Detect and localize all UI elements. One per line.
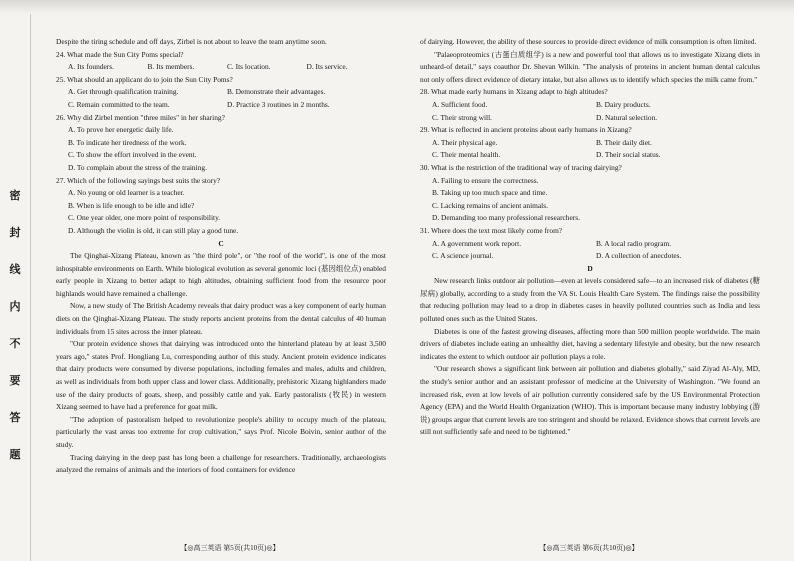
question-24: 24. What made the Sun City Poms special? xyxy=(56,49,184,59)
question-25: 25. What should an applicant do to join the Sun City Poms? xyxy=(56,74,233,84)
option: D. Demanding too many professional researchers. xyxy=(432,213,580,223)
passage-d-paragraph: "Our research shows a significant link between air pollution and diabetes globally," said Ziyad Al-Aly, MD, the study's senior author and an assistant professor of medicine at the University of Washington. "We found an increased risk, even at low levels of air pollution currently considered safe by the US Environmental Protection Agency (EPA) and the World Health Organization (WHO). This is important because many industry lobbying (游说) groups argue that current levels are too stringent and should be relaxed. Evidence shows that current levels are still not sufficiently safe and need to be tightened." xyxy=(420,364,760,437)
option: C. Their strong will. xyxy=(432,112,493,122)
option: C. A science journal. xyxy=(432,251,494,261)
binding-char: 内 xyxy=(9,301,21,313)
question-30: 30. What is the restriction of the traditional way of tracing dairying? xyxy=(420,162,622,172)
page-footer: 【◎高三英语 第5页(共10页)◎】 xyxy=(180,544,280,552)
binding-char: 封 xyxy=(9,227,21,239)
option: C. To show the effort involved in the event. xyxy=(68,150,197,160)
option: C. Their mental health. xyxy=(432,150,501,160)
passage-c-paragraph: Tracing dairying in the deep past has long been a challenge for researchers. Traditionally, archaeologists analyzed the remains of animals and the interiors of food containers for evidence xyxy=(56,452,386,475)
section-d-heading: D xyxy=(587,263,593,273)
binding-char: 题 xyxy=(9,449,21,461)
option: A. Its founders. xyxy=(68,62,114,72)
option: A. Get through qualification training. xyxy=(68,87,179,97)
option: B. A local radio program. xyxy=(596,238,672,248)
option: D. Practice 3 routines in 2 months. xyxy=(227,99,330,109)
binding-char: 不 xyxy=(9,338,21,350)
question-28-options xyxy=(420,99,760,124)
question-28: 28. What made early humans in Xizang adapt to high altitudes? xyxy=(420,87,608,97)
option: B. Taking up too much space and time. xyxy=(432,188,548,198)
binding-margin xyxy=(0,14,31,561)
option: A. A government work report. xyxy=(432,238,522,248)
right-column xyxy=(420,36,760,439)
option: D. Its service. xyxy=(306,62,348,72)
left-column xyxy=(56,36,386,477)
question-26: 26. Why did Zirbel mention "three miles" in her sharing? xyxy=(56,112,225,122)
option: B. Its members. xyxy=(147,62,195,72)
option: B. To indicate her tiredness of the work. xyxy=(68,137,187,147)
option: D. Although the violin is old, it can still play a good tune. xyxy=(68,225,239,235)
option: A. Failing to ensure the correctness. xyxy=(432,175,539,185)
question-27: 27. Which of the following sayings best suits the story? xyxy=(56,175,221,185)
option: B. When is life enough to be idle and idle? xyxy=(68,200,195,210)
passage-c-paragraph: "Our protein evidence shows that dairying was introduced onto the hinterland plateau by at least 3,500 years ago," states Prof. Hongliang Lu, corresponding author of this study. Ancient protein evidence indicates that dairy products were consumed by diverse populations, including females and males, adults and children, as well as individuals from both upper class and lower class. Additionally, prehistoric Xizang highlanders made use of the dairy products of goats, sheep, and possibly cattle and yak. Early pastoralists (牧民) in western Xizang seemed to have had a preference for goat milk. xyxy=(56,339,386,412)
option: B. Dairy products. xyxy=(596,99,651,109)
option: A. Their physical age. xyxy=(432,137,498,147)
section-c-heading: C xyxy=(218,238,224,248)
binding-char: 密 xyxy=(9,190,21,202)
question-24-options xyxy=(56,61,386,74)
scan-edge xyxy=(0,0,794,14)
passage-c-paragraph: Now, a new study of The British Academy reveals that dairy product was a key component of early human diets on the Qinghai-Xizang Plateau. The study reports ancient proteins from the dental calculus of 40 human individuals from 15 sites across the inner plateau. xyxy=(56,301,386,336)
question-31: 31. Where does the text most likely come from? xyxy=(420,225,563,235)
passage-c-paragraph: "Palaeoproteomics (古蛋白质组学) is a new and powerful tool that allows us to investigate Xizang diets in unheard-of detail," says coauthor Dr. Shevan Wilkin. "The analysis of proteins in ancient human dental calculus not only offers direct evidence of dietary intake, but also allows us to identify which species the milk came from." xyxy=(420,49,760,84)
passage-c-paragraph: "The adoption of pastoralism helped to revolutionize people's ability to occupy much of the plateau, particularly the vast areas too extreme for crop cultivation," says Prof. Nicole Boivin, senior author of the study. xyxy=(56,414,386,449)
passage-c-paragraph: The Qinghai-Xizang Plateau, known as "the third pole", or "the roof of the world", is one of the most inhospitable environments on Earth. While biological evolution as several genomic loci (基因组位点) enabled early people in Xizang to better adapt to high altitudes, obtaining sufficient food from the resource poor highlands would have remained a challenge. xyxy=(56,251,386,298)
passage-d-paragraph: Diabetes is one of the fastest growing diseases, affecting more than 500 million people worldwide. The main drivers of diabetes include eating an unhealthy diet, having a sedentary lifestyle and obesity, but the new research indicates the extent to which outdoor air pollution plays a role. xyxy=(420,326,760,361)
option: A. No young or old learner is a teacher. xyxy=(68,188,185,198)
page-footer: 【◎高三英语 第6页(共10页)◎】 xyxy=(539,544,639,552)
option: C. Lacking remains of ancient animals. xyxy=(432,200,548,210)
option: D. Their social status. xyxy=(596,150,661,160)
option: D. A collection of anecdotes. xyxy=(596,251,682,261)
option: B. Demonstrate their advantages. xyxy=(227,87,326,97)
option: C. One year older, one more point of responsibility. xyxy=(68,213,221,223)
binding-char: 答 xyxy=(9,412,21,424)
question-29-options xyxy=(420,137,760,162)
question-31-options xyxy=(420,238,760,263)
option: C. Remain committed to the team. xyxy=(68,99,170,109)
question-25-options xyxy=(56,86,386,111)
intro-line: Despite the tiring schedule and off days, Zirbel is not about to leave the team anytime soon. xyxy=(56,37,327,46)
option: D. Natural selection. xyxy=(596,112,658,122)
option: C. Its location. xyxy=(227,62,271,72)
binding-char: 要 xyxy=(9,375,21,387)
question-29: 29. What is reflected in ancient proteins about early humans in Xizang? xyxy=(420,125,632,135)
passage-d-paragraph: New research links outdoor air pollution—even at levels considered safe—to an increased risk of diabetes (糖尿病) globally, according to a study from the VA St. Louis Health Care System. The findings raise the possibility that reducing pollution may lead to a drop in diabetes cases in heavily polluted countries such as India and less polluted ones such as the United States. xyxy=(420,276,760,324)
option: D. To complain about the stress of the training. xyxy=(68,162,207,172)
option: A. To prove her energetic daily life. xyxy=(68,125,174,135)
passage-c-paragraph: of dairying. However, the ability of these sources to provide direct evidence of milk consumption is often limited. xyxy=(420,37,757,46)
option: B. Their daily diet. xyxy=(596,137,652,147)
option: A. Sufficient food. xyxy=(432,99,488,109)
binding-char: 线 xyxy=(9,264,21,276)
